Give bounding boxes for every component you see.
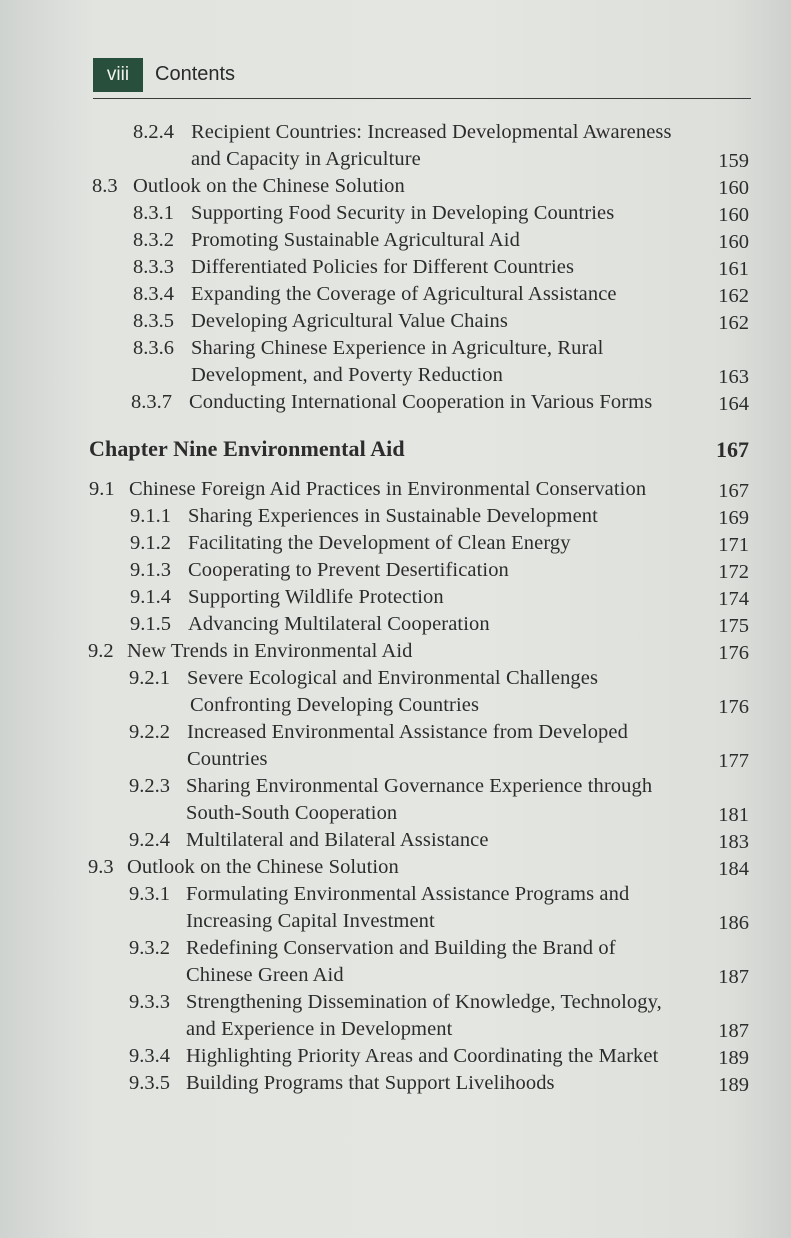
- toc-entry-title: Increasing Capital Investment: [186, 910, 435, 932]
- toc-entry-title: Outlook on the Chinese Solution: [127, 856, 399, 878]
- toc-page-number: 189: [718, 1074, 749, 1096]
- toc-page-number: 159: [718, 150, 749, 172]
- toc-entry-title: Highlighting Priority Areas and Coordinating the Market: [186, 1045, 659, 1067]
- toc-entry-number: 9.1.1: [130, 505, 171, 527]
- toc-entry-title: Severe Ecological and Environmental Challenges: [187, 667, 599, 689]
- toc-page-number: 172: [718, 561, 749, 583]
- toc-entry-title: Development, and Poverty Reduction: [191, 364, 503, 386]
- toc-page-number: 174: [718, 588, 749, 610]
- toc-entry-number: 8.3: [92, 175, 118, 197]
- chapter-heading: Chapter Nine Environmental Aid: [89, 436, 405, 461]
- toc-page-number: 175: [718, 615, 749, 637]
- toc-page-number: 163: [718, 366, 749, 388]
- toc-entry-title: Developing Agricultural Value Chains: [191, 310, 508, 332]
- toc-entry-number: 9.1.2: [130, 532, 171, 554]
- toc-page-number: 186: [718, 912, 749, 934]
- toc-entry-title: Chinese Foreign Aid Practices in Environmental Conservation: [129, 478, 647, 500]
- toc-entry-title: Strengthening Dissemination of Knowledge, Technology,: [186, 991, 662, 1013]
- toc-entry-title: Confronting Developing Countries: [190, 694, 480, 716]
- toc-entry-number: 8.3.4: [133, 283, 174, 305]
- toc-entry-number: 8.2.4: [133, 121, 174, 143]
- toc-page-number: 171: [718, 534, 749, 556]
- toc-entry-title: Sharing Experiences in Sustainable Development: [188, 505, 598, 527]
- toc-entry-title: Increased Environmental Assistance from Developed: [187, 721, 628, 743]
- toc-entry-title: Promoting Sustainable Agricultural Aid: [191, 229, 520, 251]
- toc-entry-title: Sharing Environmental Governance Experience through: [186, 775, 653, 797]
- toc-entry-title: Outlook on the Chinese Solution: [133, 175, 405, 197]
- toc-entry-number: 9.1.5: [130, 613, 171, 635]
- toc-entry-number: 9.3: [88, 856, 114, 878]
- toc-entry-title: Supporting Wildlife Protection: [188, 586, 444, 608]
- toc-entry-title: Countries: [187, 748, 268, 770]
- toc-entry-title: New Trends in Environmental Aid: [127, 640, 413, 662]
- toc-entry-title: Building Programs that Support Livelihoods: [186, 1072, 555, 1094]
- toc-entry-title: Multilateral and Bilateral Assistance: [186, 829, 489, 851]
- toc-page-number: 162: [718, 285, 749, 307]
- toc-entry-title: Advancing Multilateral Cooperation: [188, 613, 490, 635]
- toc-entry-number: 8.3.5: [133, 310, 174, 332]
- toc-entry-number: 9.2.1: [129, 667, 170, 689]
- toc-entry-title: and Experience in Development: [186, 1018, 453, 1040]
- toc-entry-number: 9.1: [89, 478, 115, 500]
- toc-page-number: 167: [718, 480, 749, 502]
- toc-entry-title: and Capacity in Agriculture: [191, 148, 421, 170]
- toc-entry-title: South-South Cooperation: [186, 802, 398, 824]
- toc-entry-number: 8.3.6: [133, 337, 174, 359]
- toc-page-number: 187: [718, 966, 749, 988]
- running-head-title: Contents: [155, 63, 236, 85]
- toc-entry-title: Expanding the Coverage of Agricultural Assistance: [191, 283, 617, 305]
- toc-page-number: 160: [718, 204, 749, 226]
- toc-entry-number: 9.1.3: [130, 559, 171, 581]
- toc-entry-number: 9.2.3: [129, 775, 170, 797]
- toc-entry-title: Conducting International Cooperation in Various Forms: [189, 391, 653, 413]
- toc-page-number: 177: [718, 750, 749, 772]
- toc-entry-title: Sharing Chinese Experience in Agriculture, Rural: [191, 337, 604, 359]
- toc-entry-number: 8.3.1: [133, 202, 174, 224]
- toc-page-number: 176: [718, 696, 749, 718]
- toc-entry-number: 9.2.2: [129, 721, 170, 743]
- toc-page-number: 181: [718, 804, 749, 826]
- toc-entry-number: 9.3.5: [129, 1072, 170, 1094]
- toc-page-number: 169: [718, 507, 749, 529]
- toc-entry-title: Formulating Environmental Assistance Programs and: [186, 883, 630, 905]
- toc-page-number: 160: [718, 177, 749, 199]
- toc-page-number: 176: [718, 642, 749, 664]
- toc-page-number: 167: [716, 437, 749, 462]
- toc-page-number: 162: [718, 312, 749, 334]
- toc-entry-number: 9.2: [88, 640, 114, 662]
- toc-entry-number: 9.2.4: [129, 829, 170, 851]
- toc-page-number: 183: [718, 831, 749, 853]
- page-number-badge: viii: [93, 58, 143, 92]
- toc-entry-title: Facilitating the Development of Clean Energy: [188, 532, 571, 554]
- toc-page-number: 187: [718, 1020, 749, 1042]
- toc-entry-number: 9.3.2: [129, 937, 170, 959]
- toc-entry-title: Supporting Food Security in Developing Countries: [191, 202, 615, 224]
- toc-entry-title: Chinese Green Aid: [186, 964, 344, 986]
- toc-entry-number: 8.3.7: [131, 391, 172, 413]
- toc-entry-number: 8.3.3: [133, 256, 174, 278]
- toc-entry-number: 9.3.1: [129, 883, 170, 905]
- running-head: [93, 58, 751, 99]
- toc-entry-title: Redefining Conservation and Building the Brand of: [186, 937, 616, 959]
- toc-entry-number: 9.3.3: [129, 991, 170, 1013]
- toc-page-number: 164: [718, 393, 749, 415]
- toc-page-number: 160: [718, 231, 749, 253]
- toc-entry-title: Recipient Countries: Increased Developmental Awareness: [191, 121, 672, 143]
- toc-page-number: 184: [718, 858, 749, 880]
- toc-entry-title: Cooperating to Prevent Desertification: [188, 559, 509, 581]
- toc-entry-number: 8.3.2: [133, 229, 174, 251]
- toc-entry-number: 9.1.4: [130, 586, 171, 608]
- toc-entry-number: 9.3.4: [129, 1045, 170, 1067]
- toc-page-number: 189: [718, 1047, 749, 1069]
- toc-page-number: 161: [718, 258, 749, 280]
- toc-entry-title: Differentiated Policies for Different Countries: [191, 256, 575, 278]
